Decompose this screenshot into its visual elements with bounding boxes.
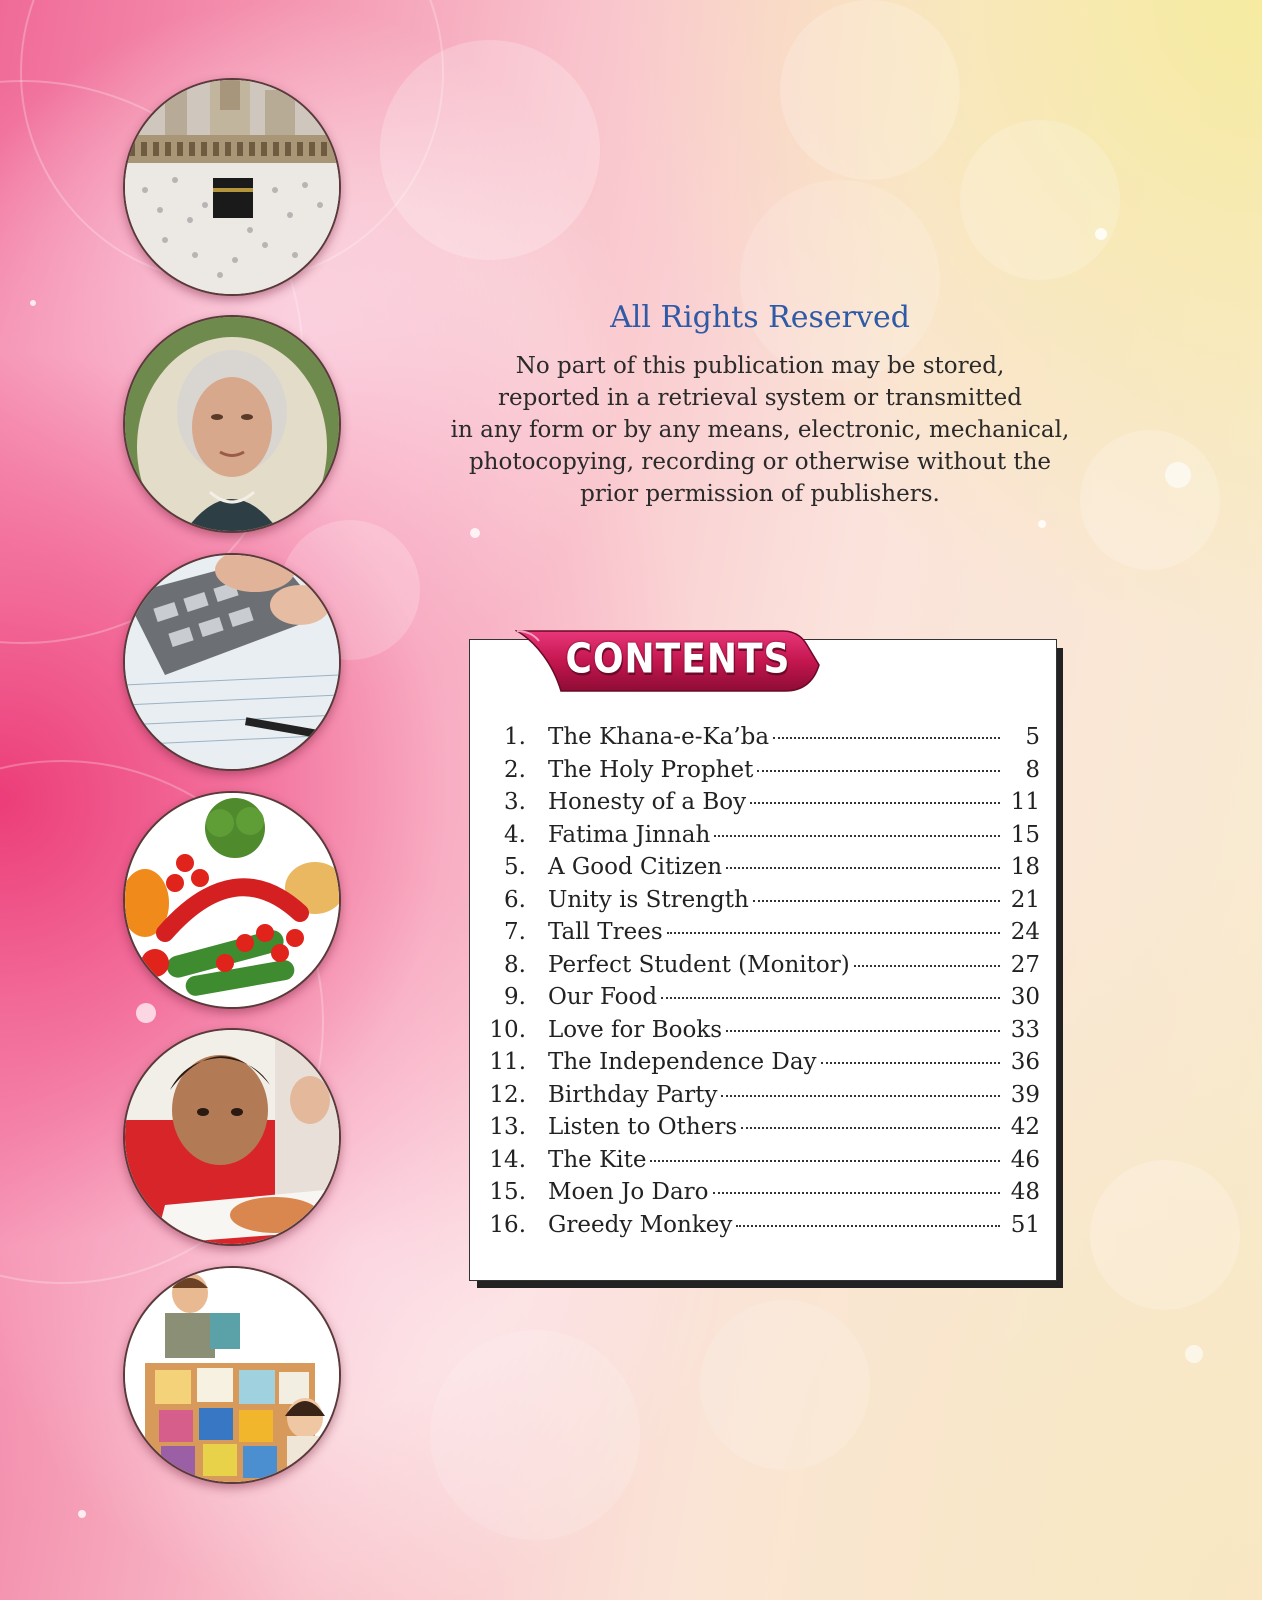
table-of-contents: [480, 724, 1040, 1244]
toc-page: 15: [1010, 821, 1040, 848]
toc-title: Perfect Student (Monitor): [548, 951, 850, 978]
toc-number: 4.: [504, 821, 526, 848]
toc-leader-dots: [854, 965, 1000, 967]
toc-leader-dots: [757, 770, 1000, 772]
toc-row[interactable]: [480, 919, 1040, 952]
toc-leader-dots: [667, 932, 1000, 934]
fatima-jinnah-portrait: [123, 315, 341, 533]
toc-page: 27: [1010, 951, 1040, 978]
toc-title: Fatima Jinnah: [548, 821, 711, 848]
sparkle-dot: [30, 300, 36, 306]
toc-title: A Good Citizen: [548, 854, 723, 880]
toc-row[interactable]: [480, 1049, 1040, 1082]
toc-page: 33: [1010, 1016, 1040, 1043]
bokeh-decoration: [780, 0, 960, 180]
toc-leader-dots: [750, 802, 1000, 804]
toc-row[interactable]: [480, 1114, 1040, 1147]
toc-leader-dots: [773, 737, 1000, 739]
toc-page: 36: [1010, 1049, 1040, 1075]
bokeh-decoration: [1080, 430, 1220, 570]
toc-leader-dots: [736, 1225, 1000, 1227]
children-books-photo-icon: [125, 1268, 339, 1482]
rights-line: No part of this publication may be stored,: [515, 353, 1005, 379]
sparkle-dot: [1185, 1345, 1203, 1363]
vegetables-photo-icon: [125, 793, 339, 1007]
toc-title: The Kite: [548, 1146, 647, 1173]
bokeh-decoration: [700, 1300, 870, 1470]
toc-row[interactable]: [480, 789, 1040, 822]
toc-row[interactable]: [480, 984, 1040, 1017]
toc-row[interactable]: [480, 952, 1040, 985]
toc-number: 10.: [489, 1016, 526, 1043]
toc-page: 5: [1025, 724, 1040, 750]
toc-page: 39: [1010, 1081, 1040, 1108]
sparkle-dot: [78, 1510, 86, 1518]
toc-row[interactable]: [480, 757, 1040, 790]
toc-number: 12.: [489, 1081, 526, 1108]
toc-page: 51: [1010, 1211, 1040, 1238]
toc-title: Birthday Party: [548, 1081, 718, 1108]
boy-writing-photo-icon: [125, 1030, 339, 1244]
rights-line: reported in a retrieval system or transmitted: [497, 385, 1023, 411]
toc-row[interactable]: [480, 1212, 1040, 1245]
toc-number: 1.: [504, 724, 526, 750]
toc-page: 11: [1010, 789, 1040, 815]
toc-title: The Khana-e-Ka’ba: [548, 724, 770, 750]
toc-number: 13.: [489, 1114, 526, 1140]
toc-page: 21: [1010, 886, 1040, 913]
toc-number: 14.: [489, 1146, 526, 1173]
rights-notice: [420, 298, 1100, 510]
toc-row[interactable]: [480, 887, 1040, 920]
bokeh-decoration: [1090, 1160, 1240, 1310]
rights-line: in any form or by any means, electronic, mechanical,: [450, 417, 1070, 443]
portrait-photo-icon: [125, 317, 339, 531]
toc-page: 30: [1010, 984, 1040, 1010]
sparkle-dot: [1038, 520, 1046, 528]
toc-number: 2.: [504, 756, 526, 783]
kaaba-photo: [123, 78, 341, 296]
toc-title: The Independence Day: [548, 1049, 817, 1075]
bokeh-decoration: [960, 120, 1120, 280]
toc-title: Love for Books: [548, 1016, 723, 1043]
toc-title: The Holy Prophet: [548, 756, 754, 783]
kaaba-photo-icon: [125, 80, 339, 294]
toc-leader-dots: [741, 1127, 1000, 1129]
toc-leader-dots: [726, 1030, 1000, 1032]
toc-leader-dots: [650, 1160, 1000, 1162]
toc-number: 5.: [504, 854, 526, 880]
calculator-photo: [123, 553, 341, 771]
toc-page: 42: [1010, 1114, 1040, 1140]
toc-leader-dots: [714, 835, 1000, 837]
toc-leader-dots: [713, 1192, 1000, 1194]
toc-title: Tall Trees: [548, 919, 663, 945]
toc-title: Greedy Monkey: [548, 1211, 733, 1238]
toc-page: 24: [1010, 919, 1040, 945]
toc-row[interactable]: [480, 822, 1040, 855]
rights-title: All Rights Reserved: [610, 300, 910, 335]
bokeh-decoration: [430, 1330, 640, 1540]
toc-page: 18: [1010, 854, 1040, 880]
toc-row[interactable]: [480, 724, 1040, 757]
toc-row[interactable]: [480, 1147, 1040, 1180]
toc-title: Moen Jo Daro: [548, 1179, 709, 1205]
rights-line: prior permission of publishers.: [580, 481, 940, 507]
toc-number: 8.: [504, 951, 526, 978]
toc-page: 46: [1010, 1146, 1040, 1173]
sparkle-dot: [136, 1003, 156, 1023]
calculator-photo-icon: [125, 555, 339, 769]
toc-row[interactable]: [480, 854, 1040, 887]
toc-row[interactable]: [480, 1082, 1040, 1115]
vegetables-photo: [123, 791, 341, 1009]
toc-number: 11.: [489, 1049, 526, 1075]
toc-title: Our Food: [548, 984, 658, 1010]
contents-banner: [515, 627, 821, 693]
contents-heading: CONTENTS: [565, 635, 791, 683]
toc-number: 9.: [504, 984, 526, 1010]
toc-title: Unity is Strength: [548, 886, 749, 913]
toc-number: 3.: [504, 789, 526, 815]
boy-writing-photo: [123, 1028, 341, 1246]
toc-title: Listen to Others: [548, 1114, 738, 1140]
toc-number: 16.: [489, 1211, 526, 1238]
toc-row[interactable]: [480, 1017, 1040, 1050]
children-books-photo: [123, 1266, 341, 1484]
sparkle-dot: [1165, 462, 1191, 488]
sparkle-dot: [470, 528, 480, 538]
rights-line: photocopying, recording or otherwise without the: [468, 449, 1052, 475]
toc-row[interactable]: [480, 1179, 1040, 1212]
toc-number: 6.: [504, 886, 526, 913]
toc-leader-dots: [721, 1095, 1000, 1097]
bokeh-decoration: [380, 40, 600, 260]
sparkle-dot: [1095, 228, 1107, 240]
toc-number: 15.: [489, 1179, 526, 1205]
toc-leader-dots: [753, 900, 1000, 902]
toc-page: 8: [1025, 756, 1040, 783]
toc-leader-dots: [726, 867, 1000, 869]
toc-number: 7.: [504, 919, 526, 945]
toc-leader-dots: [661, 997, 1000, 999]
toc-title: Honesty of a Boy: [548, 789, 747, 815]
toc-page: 48: [1010, 1179, 1040, 1205]
toc-leader-dots: [821, 1062, 1000, 1064]
